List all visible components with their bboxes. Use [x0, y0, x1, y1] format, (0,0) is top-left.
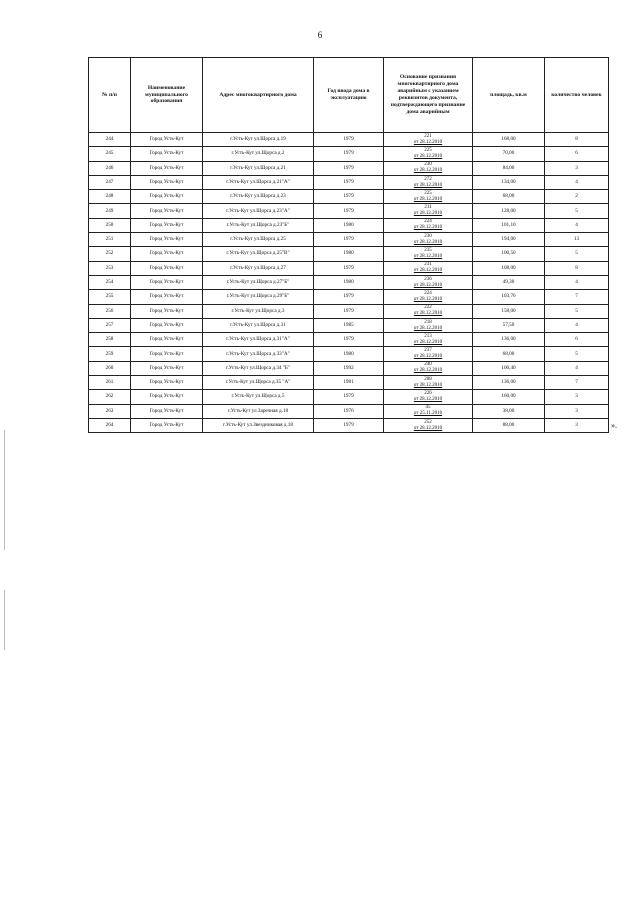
cell-address: г.Усть-Кут ул.Щорса д.21 — [203, 161, 314, 175]
page-number: 6 — [317, 30, 323, 40]
cell-address: г.Усть-Кут ул.Щорса д.25 — [203, 233, 314, 247]
cell-area: 57,50 — [473, 318, 545, 332]
cell-address: г.Усть-Кут ул.Щорса д.23"Б" — [203, 218, 314, 232]
cell-area: 194,00 — [473, 233, 545, 247]
table-row — [89, 147, 609, 161]
cell-people-count: 5 — [545, 247, 609, 261]
cell-commission-year: 1979 — [314, 290, 384, 304]
cell-address: г.Усть-Кут ул.Щорса д.19 — [203, 133, 314, 147]
basis-document-number: 208 — [424, 376, 432, 382]
basis-document-date: от 28.12.2010 — [413, 196, 443, 202]
cell-area: 84,00 — [473, 161, 545, 175]
cell-people-count: 2 — [545, 190, 609, 204]
cell-commission-year: 1979 — [314, 418, 384, 432]
cell-municipality: Город Усть-Кут — [131, 290, 203, 304]
cell-row-number: 260 — [89, 361, 131, 375]
basis-document-number: 240 — [424, 362, 432, 368]
basis-document-number: 226 — [424, 390, 432, 396]
cell-address: г.Усть-Кут ул.Щорса д.25"В" — [203, 247, 314, 261]
cell-area: 88,00 — [473, 418, 545, 432]
cell-people-count: 3 — [545, 390, 609, 404]
cell-people-count: 4 — [545, 361, 609, 375]
basis-document-number: 252 — [424, 419, 432, 425]
scan-edge-mark — [4, 590, 5, 650]
basis-document-number: 213 — [424, 333, 432, 339]
cell-municipality: Город Усть-Кут — [131, 175, 203, 189]
table-row — [89, 218, 609, 232]
cell-row-number: 261 — [89, 376, 131, 390]
basis-document-date: от 28.12.2010 — [413, 268, 443, 274]
table-row — [89, 304, 609, 318]
basis-document-date: от 28.12.2010 — [413, 339, 443, 345]
cell-area: 68,00 — [473, 190, 545, 204]
basis-document-number: 224 — [424, 219, 432, 225]
cell-commission-year: 1979 — [314, 304, 384, 318]
cell-municipality: Город Усть-Кут — [131, 247, 203, 261]
cell-people-count: 13 — [545, 233, 609, 247]
basis-document-number: 218 — [424, 319, 432, 325]
cell-area: 128,00 — [473, 204, 545, 218]
cell-people-count: 4 — [545, 318, 609, 332]
table-row — [89, 290, 609, 304]
cell-emergency-basis — [384, 290, 473, 304]
table-row — [89, 204, 609, 218]
cell-row-number: 253 — [89, 261, 131, 275]
emergency-housing-table — [88, 57, 609, 433]
table-row — [89, 190, 609, 204]
table-row — [89, 333, 609, 347]
cell-municipality: Город Усть-Кут — [131, 304, 203, 318]
cell-area: 108,00 — [473, 261, 545, 275]
cell-row-number: 264 — [89, 418, 131, 432]
cell-commission-year: 1979 — [314, 333, 384, 347]
cell-commission-year: 1980 — [314, 275, 384, 289]
cell-address: г.Усть-Кут ул.Щорса д.31 — [203, 318, 314, 332]
cell-municipality: Город Усть-Кут — [131, 161, 203, 175]
cell-area: 158,00 — [473, 304, 545, 318]
cell-people-count: 3 — [545, 404, 609, 418]
cell-area: 100,50 — [473, 247, 545, 261]
basis-document-number: 230 — [424, 162, 432, 168]
basis-document-date: от 28.12.2010 — [413, 254, 443, 260]
cell-commission-year: 1976 — [314, 404, 384, 418]
cell-row-number: 257 — [89, 318, 131, 332]
basis-document-date: от 28.12.2010 — [413, 425, 443, 431]
cell-emergency-basis — [384, 347, 473, 361]
table-header-row — [89, 58, 609, 133]
basis-document-number: 221 — [424, 133, 432, 139]
table-row — [89, 404, 609, 418]
cell-emergency-basis — [384, 233, 473, 247]
basis-document-number: 237 — [424, 348, 432, 354]
cell-commission-year: 1979 — [314, 161, 384, 175]
cell-address: г.Усть-Кут ул.Щорса д.27"Б" — [203, 275, 314, 289]
basis-document-date: от 28.12.2010 — [413, 182, 443, 188]
cell-commission-year: 1980 — [314, 347, 384, 361]
cell-emergency-basis — [384, 204, 473, 218]
cell-people-count: 5 — [545, 204, 609, 218]
table-row — [89, 376, 609, 390]
basis-document-date: от 28.12.2010 — [413, 282, 443, 288]
cell-area: 168,00 — [473, 133, 545, 147]
cell-people-count: 3 — [545, 418, 609, 432]
cell-address: г.Усть-Кут ул.Щорса д.3 — [203, 304, 314, 318]
cell-people-count: 7 — [545, 376, 609, 390]
cell-address: г.Усть-Кут ул.Щорса д.31"А" — [203, 333, 314, 347]
cell-municipality: Город Усть-Кут — [131, 361, 203, 375]
basis-document-date: от 28.12.2010 — [413, 211, 443, 217]
cell-municipality: Город Усть-Кут — [131, 261, 203, 275]
cell-commission-year: 1979 — [314, 204, 384, 218]
cell-row-number: 245 — [89, 147, 131, 161]
cell-area: 160,00 — [473, 390, 545, 404]
table-row — [89, 347, 609, 361]
cell-municipality: Город Усть-Кут — [131, 218, 203, 232]
cell-commission-year: 1979 — [314, 147, 384, 161]
cell-address: г.Усть-Кут ул.Щорса д.35 "А" — [203, 376, 314, 390]
cell-emergency-basis — [384, 361, 473, 375]
cell-address: г.Усть-Кут ул.Заречная д.18 — [203, 404, 314, 418]
cell-row-number: 250 — [89, 218, 131, 232]
cell-municipality: Город Усть-Кут — [131, 204, 203, 218]
cell-municipality: Город Усть-Кут — [131, 233, 203, 247]
cell-municipality: Город Усть-Кут — [131, 418, 203, 432]
cell-emergency-basis — [384, 418, 473, 432]
basis-document-number: 230 — [424, 233, 432, 239]
basis-document-number: 224 — [424, 290, 432, 296]
cell-area: 38,00 — [473, 404, 545, 418]
cell-row-number: 251 — [89, 233, 131, 247]
table-row — [89, 175, 609, 189]
cell-address: г.Усть-Кут ул.Звездниковая д.18 — [203, 418, 314, 432]
cell-commission-year: 1979 — [314, 190, 384, 204]
cell-municipality: Город Усть-Кут — [131, 333, 203, 347]
table-row — [89, 261, 609, 275]
cell-row-number: 258 — [89, 333, 131, 347]
cell-people-count: 8 — [545, 261, 609, 275]
basis-document-number: 236 — [424, 276, 432, 282]
basis-document-number: 231 — [424, 262, 432, 268]
cell-commission-year: 1981 — [314, 376, 384, 390]
cell-emergency-basis — [384, 275, 473, 289]
cell-row-number: 248 — [89, 190, 131, 204]
cell-address: г.Усть-Кут ул.Щорса д.27 — [203, 261, 314, 275]
basis-document-date: от 28.12.2010 — [413, 296, 443, 302]
basis-document-date: от 28.12.2010 — [413, 396, 443, 402]
cell-row-number: 259 — [89, 347, 131, 361]
cell-commission-year: 1980 — [314, 247, 384, 261]
basis-document-number: 45 — [425, 405, 431, 411]
table-row — [89, 247, 609, 261]
cell-people-count: 8 — [545, 133, 609, 147]
cell-emergency-basis — [384, 218, 473, 232]
cell-emergency-basis — [384, 175, 473, 189]
basis-document-number: 222 — [424, 305, 432, 311]
header-address: Адрес многоквартирного дома — [203, 58, 314, 133]
basis-document-date: от 28.12.2010 — [413, 354, 443, 360]
cell-people-count: 3 — [545, 161, 609, 175]
header-people-count: количество человек — [545, 58, 609, 133]
cell-emergency-basis — [384, 133, 473, 147]
cell-municipality: Город Усть-Кут — [131, 133, 203, 147]
table-row — [89, 275, 609, 289]
closing-quote-mark: ». — [611, 421, 617, 430]
cell-row-number: 262 — [89, 390, 131, 404]
cell-people-count: 6 — [545, 333, 609, 347]
cell-address: г.Усть-Кут ул.Щорса д.23 — [203, 190, 314, 204]
basis-document-date: от 25.11.2010 — [413, 411, 443, 417]
cell-emergency-basis — [384, 147, 473, 161]
cell-emergency-basis — [384, 390, 473, 404]
cell-address: г.Усть-Кут ул.Щорса д.23"А" — [203, 204, 314, 218]
cell-emergency-basis — [384, 404, 473, 418]
cell-people-count: 6 — [545, 147, 609, 161]
cell-area: 136,00 — [473, 376, 545, 390]
cell-people-count: 4 — [545, 175, 609, 189]
header-emergency-basis: Основание признания многоквартирного дома аварийным с указанием реквизитов документа, подтверждающего признание дома аварийным — [384, 58, 473, 133]
cell-row-number: 252 — [89, 247, 131, 261]
cell-municipality: Город Усть-Кут — [131, 190, 203, 204]
basis-document-number: 235 — [424, 248, 432, 254]
cell-municipality: Город Усть-Кут — [131, 275, 203, 289]
basis-document-date: от 28.12.2010 — [413, 311, 443, 317]
cell-row-number: 247 — [89, 175, 131, 189]
cell-area: 70,00 — [473, 147, 545, 161]
cell-commission-year: 1985 — [314, 318, 384, 332]
cell-people-count: 7 — [545, 290, 609, 304]
basis-document-number: 225 — [424, 190, 432, 196]
cell-emergency-basis — [384, 376, 473, 390]
cell-people-count: 4 — [545, 218, 609, 232]
cell-emergency-basis — [384, 190, 473, 204]
header-row-number: № п/п — [89, 58, 131, 133]
cell-municipality: Город Усть-Кут — [131, 376, 203, 390]
cell-row-number: 263 — [89, 404, 131, 418]
table-row — [89, 133, 609, 147]
basis-document-date: от 28.12.2010 — [413, 225, 443, 231]
table-row — [89, 361, 609, 375]
basis-document-date: от 28.12.2010 — [413, 368, 443, 374]
table-row — [89, 418, 609, 432]
table-row — [89, 318, 609, 332]
cell-area: 68,00 — [473, 347, 545, 361]
cell-municipality: Город Усть-Кут — [131, 390, 203, 404]
header-area: площадь, кв.м — [473, 58, 545, 133]
cell-address: г.Усть-Кут ул.Щорса д.2 — [203, 147, 314, 161]
basis-document-date: от 28.12.2010 — [413, 153, 443, 159]
cell-emergency-basis — [384, 318, 473, 332]
cell-area: 136,00 — [473, 333, 545, 347]
cell-municipality: Город Усть-Кут — [131, 347, 203, 361]
header-commission-year: Год ввода дома в эксплуатацию — [314, 58, 384, 133]
cell-row-number: 244 — [89, 133, 131, 147]
cell-area: 101,10 — [473, 218, 545, 232]
table-row — [89, 161, 609, 175]
cell-address: г.Усть-Кут ул.Щорса д.33"А" — [203, 347, 314, 361]
cell-commission-year: 1992 — [314, 361, 384, 375]
cell-municipality: Город Усть-Кут — [131, 318, 203, 332]
cell-emergency-basis — [384, 247, 473, 261]
cell-commission-year: 1979 — [314, 133, 384, 147]
cell-area: 134,00 — [473, 175, 545, 189]
basis-document-date: от 28.12.2010 — [413, 325, 443, 331]
basis-document-number: 272 — [424, 176, 432, 182]
cell-emergency-basis — [384, 261, 473, 275]
cell-row-number: 255 — [89, 290, 131, 304]
cell-emergency-basis — [384, 161, 473, 175]
cell-people-count: 5 — [545, 347, 609, 361]
cell-row-number: 246 — [89, 161, 131, 175]
cell-commission-year: 1979 — [314, 175, 384, 189]
cell-address: г.Усть-Кут ул.Щорса д.34 "Б" — [203, 361, 314, 375]
cell-row-number: 254 — [89, 275, 131, 289]
cell-area: 100,40 — [473, 361, 545, 375]
cell-area: 49,30 — [473, 275, 545, 289]
basis-document-date: от 28.12.2010 — [413, 382, 443, 388]
basis-document-number: 225 — [424, 147, 432, 153]
cell-row-number: 249 — [89, 204, 131, 218]
cell-address: г.Усть-Кут ул.Щорса д.21"А" — [203, 175, 314, 189]
cell-commission-year: 1979 — [314, 233, 384, 247]
cell-municipality: Город Усть-Кут — [131, 404, 203, 418]
cell-address: г.Усть-Кут ул.Щорса д.5 — [203, 390, 314, 404]
cell-area: 103,76 — [473, 290, 545, 304]
cell-emergency-basis — [384, 333, 473, 347]
cell-commission-year: 1980 — [314, 218, 384, 232]
header-municipality: Наименование муниципального образования — [131, 58, 203, 133]
table-row — [89, 390, 609, 404]
cell-people-count: 4 — [545, 275, 609, 289]
cell-municipality: Город Усть-Кут — [131, 147, 203, 161]
scan-edge-mark — [4, 430, 5, 550]
table-row — [89, 233, 609, 247]
cell-commission-year: 1979 — [314, 390, 384, 404]
cell-row-number: 256 — [89, 304, 131, 318]
basis-document-date: от 28.12.2010 — [413, 239, 443, 245]
basis-document-date: от 28.12.2010 — [413, 168, 443, 174]
basis-document-date: от 28.12.2010 — [413, 139, 443, 145]
cell-people-count: 5 — [545, 304, 609, 318]
basis-document-number: 211 — [424, 205, 432, 211]
cell-emergency-basis — [384, 304, 473, 318]
cell-commission-year: 1979 — [314, 261, 384, 275]
cell-address: г.Усть-Кут ул.Щорса д.29"Б" — [203, 290, 314, 304]
